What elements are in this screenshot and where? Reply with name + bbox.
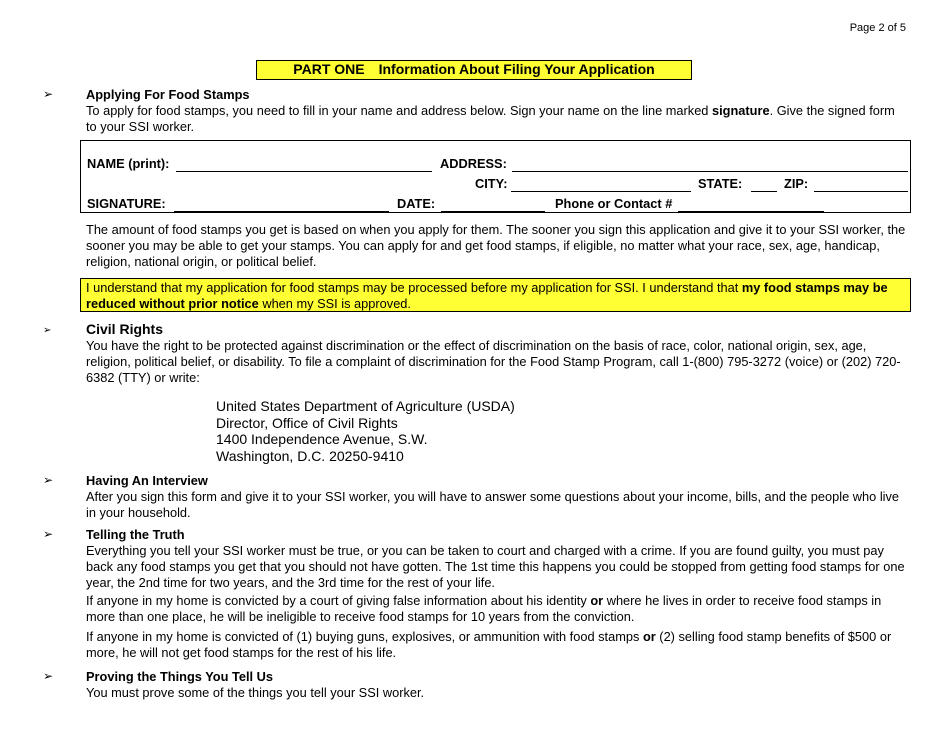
zip-label: ZIP: [784,176,809,191]
section-interview [86,473,908,521]
section-text: You must prove some of the things you tell your SSI worker. [86,685,425,700]
state-field[interactable] [751,191,777,192]
section-proving [86,669,908,701]
section-text: You have the right to be protected against discrimination or the effect of discrimination on the basis of race, color, national origin, sex, age, religion, political belief, or disability. To file a complaint of discrimination for the Food Stamp Program, call 1-(800) 795-3272 (voice) or (202) 720-6382 (TTY) or write: [86,338,901,385]
usda-address: United States Department of Agriculture (USDA) Director, Office of Civil Rights 1400 Independence Avenue, S.W. Washington, D.C. 20250-9410 [216,398,515,464]
section-truth [86,527,908,591]
city-label: CITY: [475,176,508,191]
page-number: Page 2 of 5 [849,22,906,34]
truth-paragraph-2: If anyone in my home is convicted by a court of giving false information about his identity or where he lives in order to receive food stamps in more than one place, he will be ineligible to receive food stamps for 10 years from the conviction. [86,593,882,624]
section-civil-rights [86,321,908,386]
bullet-icon: ➢ [43,87,54,101]
zip-field[interactable] [814,191,908,192]
section-heading: Having An Interview [86,473,208,488]
signature-field[interactable] [174,211,389,212]
bullet-icon: ➢ [43,325,52,336]
part-label: PART ONE [293,61,365,77]
part-one-title [256,60,692,80]
understanding-statement: I understand that my application for food stamps may be processed before my application for SSI. I understand that my food stamps may be reduced without prior notice when my SSI is approved. [80,278,911,312]
section-text: After you sign this form and give it to your SSI worker, you will have to answer some questions about your income, bills, and the people who live in your household. [86,489,900,520]
name-field[interactable] [176,171,432,172]
bullet-icon: ➢ [43,669,54,683]
phone-label: Phone or Contact # [555,196,673,211]
address-label: ADDRESS: [440,156,507,171]
section-heading: Civil Rights [86,321,164,337]
applicant-form [80,140,911,213]
section-heading: Proving the Things You Tell Us [86,669,273,684]
date-label: DATE: [397,196,436,211]
city-field[interactable] [511,191,691,192]
date-field[interactable] [441,211,545,212]
truth-paragraph-1: Everything you tell your SSI worker must be true, or you can be taken to court and charged with a crime. If you are found guilty, you must pay back any food stamps you get that you should not have gotten. The 1st time this happens you could be stopped from getting food stamps for one year, the 2nd time for two years, and the 3rd time for the rest of your life. [86,543,905,590]
section-heading: Applying For Food Stamps [86,87,250,102]
bullet-icon: ➢ [43,527,54,541]
section-text: To apply for food stamps, you need to fill in your name and address below. Sign your name on the line marked signature. Give the signed form to your SSI worker. [86,103,895,134]
bullet-icon: ➢ [43,473,54,487]
amount-paragraph: The amount of food stamps you get is based on when you apply for them. The sooner you sign this application and give it to your SSI worker, the sooner you may be able to get your stamps. You can apply for and get food stamps, if eligible, no matter what your race, sex, age, handicap, religion, national origin, or political belief. [86,222,906,269]
name-label: NAME (print): [87,156,170,171]
state-label: STATE: [698,176,743,191]
section-heading: Telling the Truth [86,527,185,542]
section-applying [86,87,908,135]
address-field[interactable] [512,171,908,172]
signature-label: SIGNATURE: [87,196,166,211]
phone-field[interactable] [678,211,824,212]
part-title-text: Information About Filing Your Application [378,61,655,77]
truth-paragraph-3: If anyone in my home is convicted of (1) buying guns, explosives, or ammunition with food stamps or (2) selling food stamp benefits of $500 or more, he will not get food stamps for the rest of his life. [86,629,892,660]
